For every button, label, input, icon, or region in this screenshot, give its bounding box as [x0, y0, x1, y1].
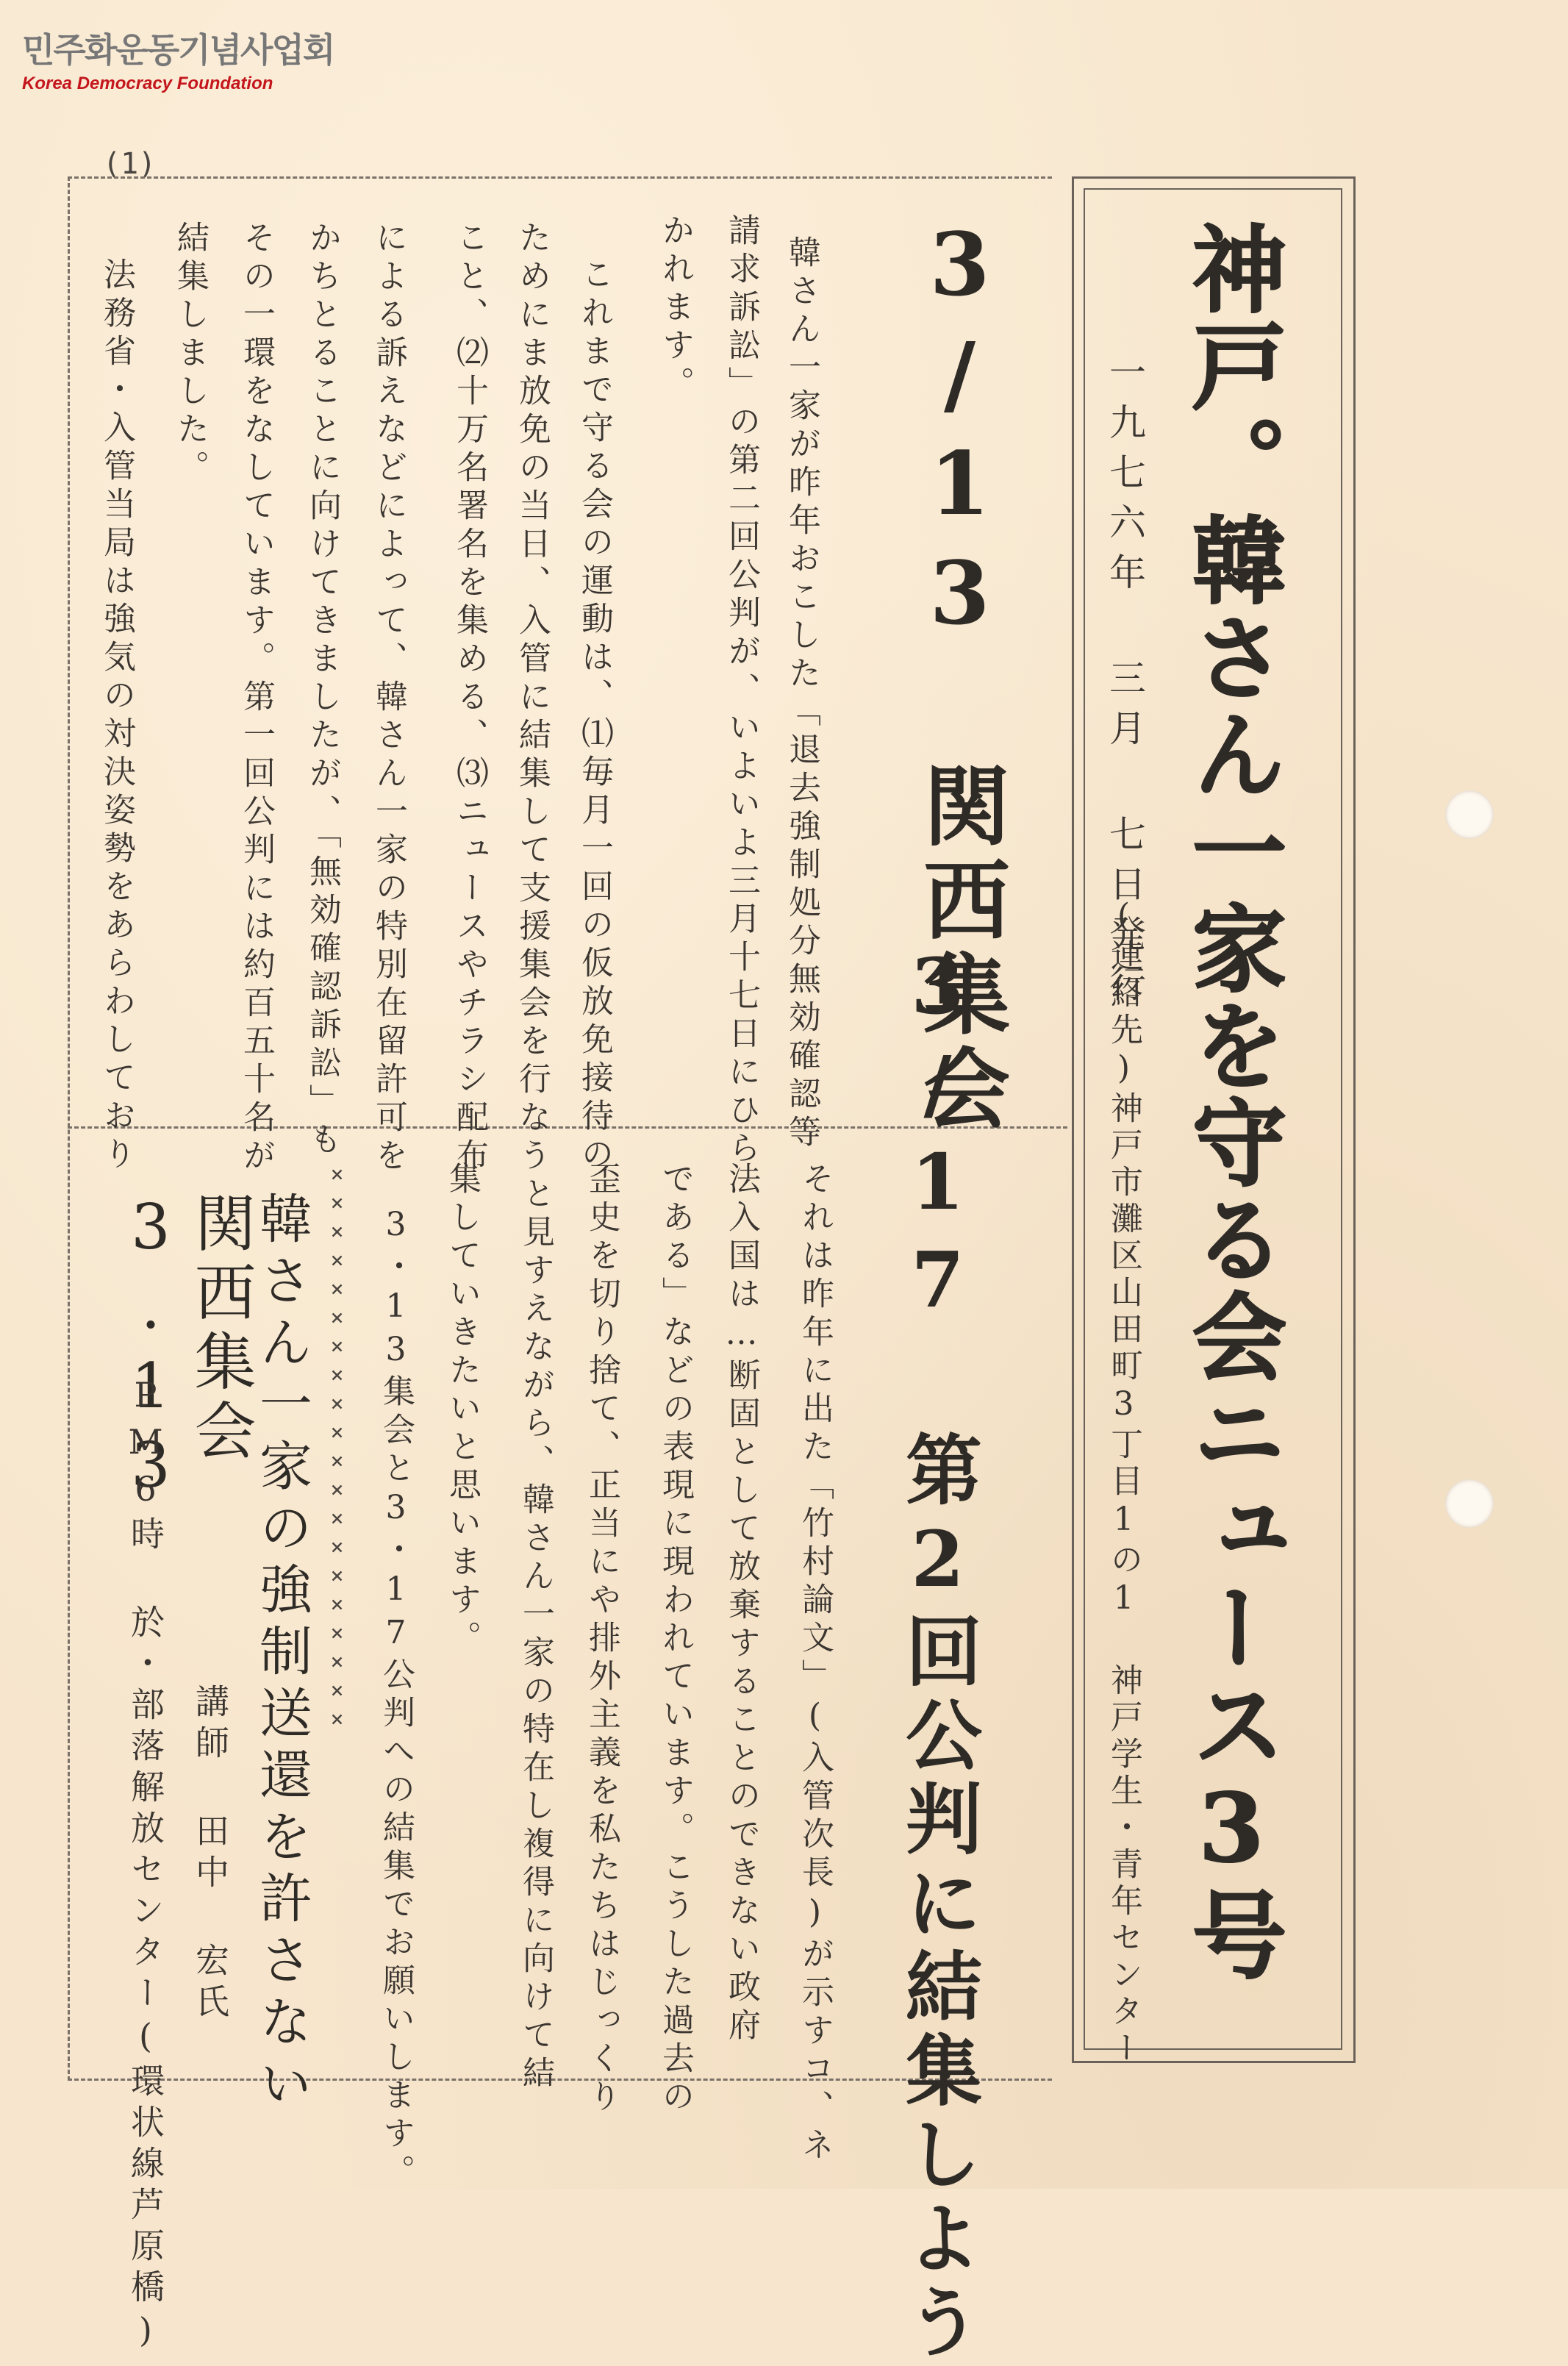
lower-article-col-6: 集していきたいと思います。	[443, 1162, 481, 1659]
event-date: 3.13	[115, 1191, 187, 1509]
upper-article-col-2: 請求訴訟」の第二回公判が、いよいよ三月十七日にひら	[723, 213, 760, 1169]
upper-article-col-8: かちとることに向けてきましたが、「無効確認訴訟」も	[304, 221, 341, 1160]
upper-article-col-5: ためにま放免の当日、入管に結集して支援集会を行なう	[513, 221, 551, 1176]
upper-article-col-4: これまで守る会の運動は、⑴毎月一回の仮放免接待の	[576, 257, 613, 1175]
lower-article-col-2: 法入国は…断固として放棄することのできない政府	[723, 1162, 760, 2046]
event-title: 関西集会	[185, 1191, 257, 1468]
upper-article-col-1: 韓さん一家が昨年おこした「退去強制処分無効確認等	[783, 235, 820, 1153]
event-subtitle: 韓さん一家の強制送還を許さない	[251, 1191, 312, 2117]
upper-article-col-3: かれます。	[656, 213, 694, 404]
event-speaker: 講師 田中 宏氏	[190, 1684, 230, 2025]
lower-article-col-4: 歪史を切り捨て、正当にや排外主義を私たちはじっくり	[583, 1162, 620, 2117]
binder-hole-lower	[1445, 1479, 1494, 1528]
event-time-place: PM6時 於・部落解放センター(環状線芦原橋)	[126, 1375, 165, 2357]
headline-second-trial: 3/17 第2回公判に結集しよう	[892, 941, 983, 2366]
foundation-logo-korean: 민주화운동기념사업회	[22, 30, 334, 70]
newsletter-title: 神戸。韓さん一家を守る会ニュース3号	[1176, 221, 1286, 1984]
cross-separator: ××××××××××××××××××××	[324, 1162, 350, 1735]
upper-article-col-6: こと、⑵十万名署名を集める、⑶ニュースやチラシ配布	[451, 221, 488, 1176]
lower-article-col-5: と見すえながら、韓さん一家の特在し複得に向けて結	[517, 1176, 554, 2094]
contact-address: (連絡先)神戸市灘区山田町3丁目1の1 神戸学生・青年センター	[1105, 897, 1142, 2067]
upper-article-col-11: 法務省・入管当局は強気の対決姿勢をあらわしており	[98, 257, 135, 1175]
lower-article-col-7: 3・13集会と3・17公判への結集でお願いします。	[377, 1206, 415, 2192]
upper-article-col-10: 結集しました。	[171, 221, 209, 488]
foundation-logo-english: Korea Democracy Foundation	[22, 74, 273, 93]
lower-article-col-1: それは昨年に出た「竹村論文」(入管次長)が示すコ、ネ	[796, 1162, 834, 2166]
upper-article-col-9: その一環をなしています。第一回公判には約百五十名が	[237, 221, 275, 1176]
lower-article-col-3: である」などの表現に現われています。こうした過去の	[656, 1162, 694, 2117]
upper-article-col-7: による訴えなどによって、韓さん一家の特別在留許可を	[370, 221, 407, 1176]
binder-hole-upper	[1445, 790, 1494, 839]
page-number: (1)	[103, 147, 157, 181]
issue-date: 一九七六年 三月 七日発行	[1103, 353, 1146, 1015]
headline-kansai-rally: 3/13 関西集会	[909, 213, 1011, 1137]
